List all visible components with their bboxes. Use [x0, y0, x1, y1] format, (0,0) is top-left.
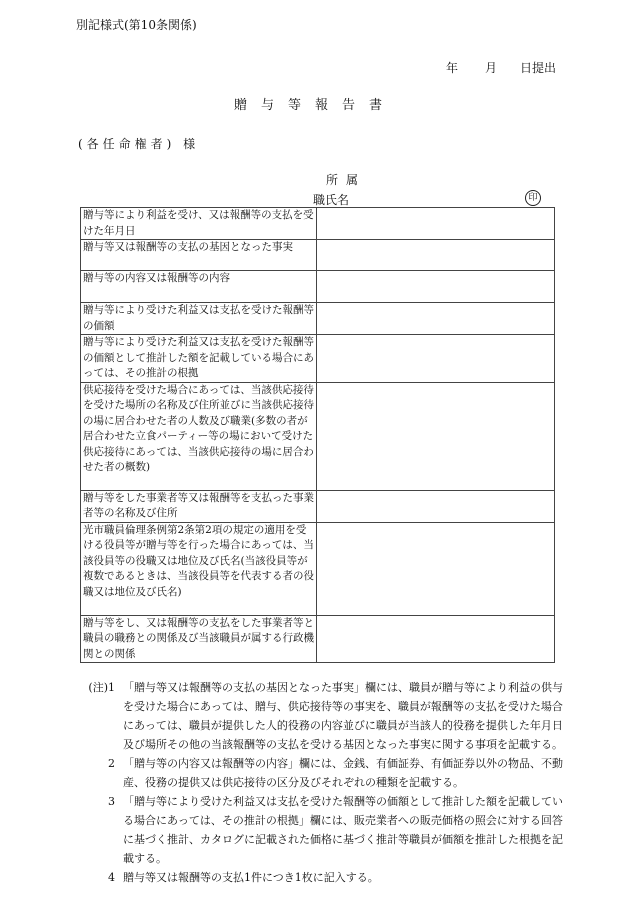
submission-date-line — [446, 59, 556, 76]
note-text: 贈与等又は報酬等の支払1件につき1枚に記入する。 — [123, 871, 379, 884]
row-item-label: 供応接待を受けた場合にあっては、当該供応接待を受けた場所の名称及び住所並びに当該供応接待の場に居合わせた者の人数及び職業(多数の者が居合わせた立食パーティー等の場において受けた供応接待にあっては、当該供応接待の場に居合わせた者の概数) — [81, 382, 317, 490]
affiliation-label: 所属 — [326, 173, 367, 187]
row-value-field[interactable] — [317, 382, 555, 490]
note-text: 「贈与等により受けた利益又は支払を受けた報酬等の価額として推計した額を記載している場合にあっては、その推計の根拠」欄には、販売業者への販売価格の照会に対する回答に基づく推計、カタログに記載された価格に基づく推計等職員が価額を推計した根拠を記載する。 — [123, 795, 563, 865]
row-value-field[interactable] — [317, 615, 555, 663]
note-number: 4 — [108, 871, 115, 884]
seal-mark-icon: 印 — [525, 190, 541, 206]
year-label: 年 — [446, 61, 459, 75]
row-value-field[interactable] — [317, 208, 555, 240]
table-row — [81, 208, 555, 240]
note-item — [76, 754, 566, 792]
form-label: 別記様式(第10条関係) — [76, 18, 197, 32]
submitted-day-label: 日提出 — [520, 61, 557, 75]
note-text: 「贈与等又は報酬等の支払の基因となった事実」欄には、職員が贈与等により利益の供与を受けた場合にあっては、贈与、供応接待等の事実を、職員が報酬等の支払を受けた場合にあっては、職員が提供した人的役務の内容並びに職員が当該人的役務を提供した年月日及び場所その他の当該報酬等の支払を受ける基因となった事実に関する事項を記載する。 — [123, 681, 563, 751]
row-value-field[interactable] — [317, 335, 555, 383]
row-item-label: 贈与等をした事業者等又は報酬等を支払った事業者等の名称及び住所 — [81, 490, 317, 522]
row-item-label: 光市職員倫理条例第2条第2項の規定の適用を受ける役員等が贈与等を行った場合にあっては、当該役員等の役職又は地位及び氏名(当該役員等が複数であるときは、当該役員等を代表する者の役職又は地位及び氏名) — [81, 522, 317, 615]
table-row — [81, 335, 555, 383]
note-number: 2 — [108, 757, 115, 770]
table-row — [81, 382, 555, 490]
row-item-label: 贈与等又は報酬等の支払の基因となった事実 — [81, 240, 317, 271]
row-value-field[interactable] — [317, 271, 555, 303]
row-item-label: 贈与等により受けた利益又は支払を受けた報酬等の価額として推計した額を記載している場合にあっては、その推計の根拠 — [81, 335, 317, 383]
table-row — [81, 522, 555, 615]
table-row — [81, 240, 555, 271]
table-row — [81, 615, 555, 663]
row-value-field[interactable] — [317, 240, 555, 271]
report-table — [80, 207, 555, 663]
document-title: 贈与等報告書 — [233, 98, 396, 113]
note-item — [76, 868, 566, 887]
notes-label: (注) — [88, 681, 108, 694]
note-number: 3 — [108, 795, 115, 808]
note-item — [76, 792, 566, 868]
notes-section — [76, 678, 566, 887]
month-label: 月 — [485, 61, 498, 75]
row-value-field[interactable] — [317, 303, 555, 335]
row-value-field[interactable] — [317, 522, 555, 615]
table-row — [81, 271, 555, 303]
addressee: (各任命権者) 様 — [78, 137, 200, 151]
row-value-field[interactable] — [317, 490, 555, 522]
row-item-label: 贈与等をし、又は報酬等の支払をした事業者等と職員の職務との関係及び当該職員が属する行政機関との関係 — [81, 615, 317, 663]
table-row — [81, 490, 555, 522]
name-label: 職氏名 — [313, 193, 350, 207]
note-item — [76, 678, 566, 754]
note-number: 1 — [108, 681, 115, 694]
row-item-label: 贈与等の内容又は報酬等の内容 — [81, 271, 317, 303]
table-row — [81, 303, 555, 335]
row-item-label: 贈与等により利益を受け、又は報酬等の支払を受けた年月日 — [81, 208, 317, 240]
note-text: 「贈与等の内容又は報酬等の内容」欄には、金銭、有価証券、有価証券以外の物品、不動産、役務の提供又は供応接待の区分及びそれぞれの種類を記載する。 — [123, 757, 563, 789]
row-item-label: 贈与等により受けた利益又は支払を受けた報酬等の価額 — [81, 303, 317, 335]
